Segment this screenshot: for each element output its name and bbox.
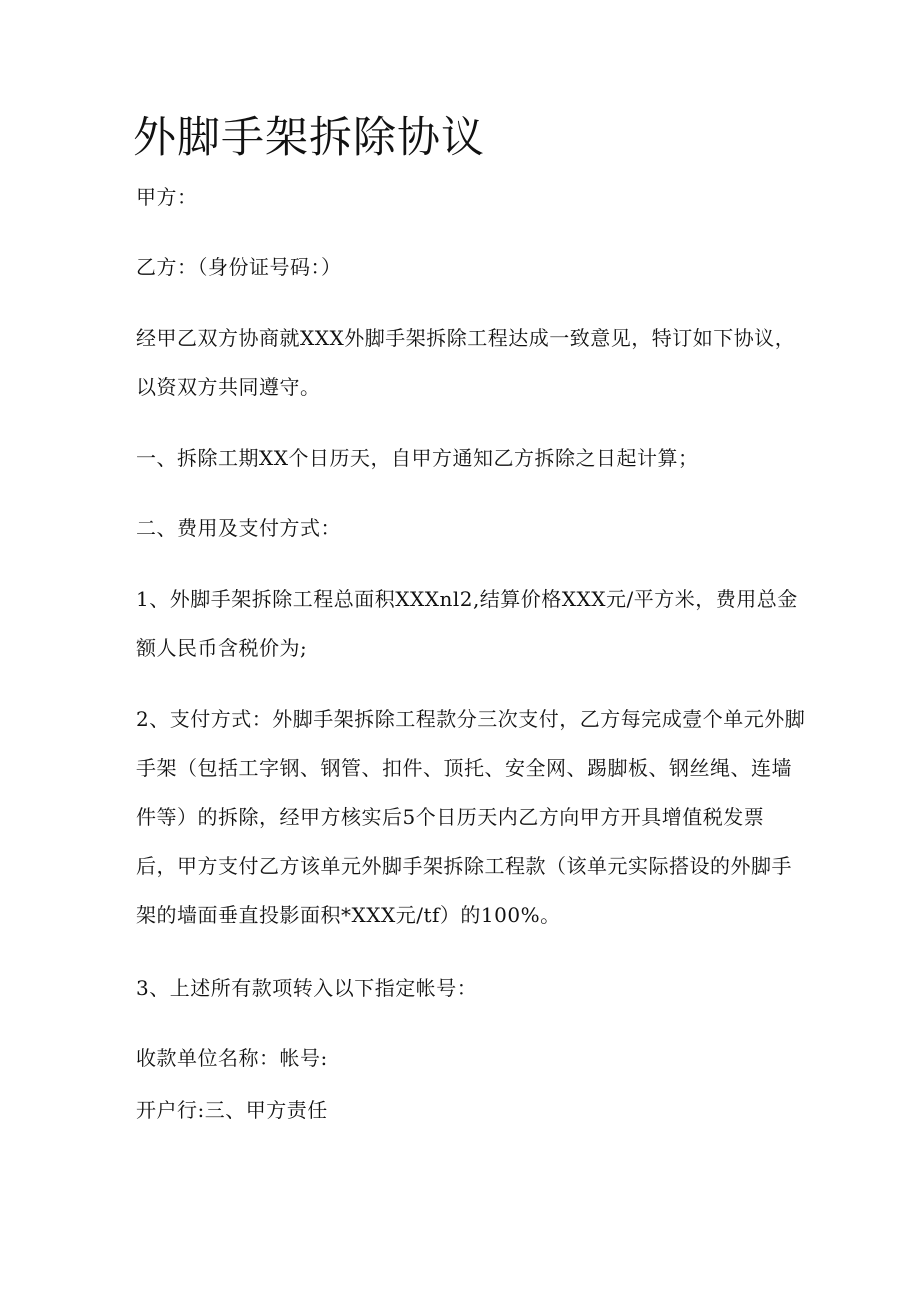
item-2-paragraph (136, 695, 806, 940)
intro-line: 以资双方共同遵守。 (136, 375, 321, 399)
item-1-line: 额人民币含税价为; (136, 636, 308, 660)
item-3-line: 3、上述所有款项转入以下指定帐号： (136, 976, 478, 1000)
item-2-line: 2、支付方式：外脚手架拆除工程款分三次支付，乙方每完成壹个单元外脚 (136, 707, 806, 731)
item-1-paragraph (136, 575, 796, 673)
party-a-line: 甲方： (136, 185, 198, 209)
section-1-duration: 一、拆除工期XX个日历天，自甲方通知乙方拆除之日起计算； (136, 446, 699, 470)
intro-line: 经甲乙双方协商就XXX外脚手架拆除工程达成一致意见，特订如下协议， (136, 326, 796, 350)
item-2-line: 后，甲方支付乙方该单元外脚手架拆除工程款（该单元实际搭设的外脚手 (136, 854, 792, 878)
item-2-line: 件等）的拆除，经甲方核实后5个日历天内乙方向甲方开具增值税发票 (136, 805, 765, 829)
item-1-line: 1、外脚手架拆除工程总面积XXXnl2,结算价格XXX元/平方米，费用总金 (136, 587, 798, 611)
item-2-line: 手架（包括工字钢、钢管、扣件、顶托、安全网、踢脚板、钢丝绳、连墙 (136, 756, 792, 780)
item-2-line: 架的墙面垂直投影面积*XXX元/tf）的100%。 (136, 903, 561, 927)
document-title: 外脚手架拆除协议 (133, 113, 485, 163)
party-b-line: 乙方：（身份证号码：） (136, 255, 342, 279)
intro-paragraph (136, 314, 796, 412)
section-2-heading: 二、费用及支付方式： (136, 516, 341, 540)
bank-line: 开户行:三、甲方责任 (136, 1098, 328, 1122)
payee-line: 收款单位名称：帐号: (136, 1046, 328, 1070)
